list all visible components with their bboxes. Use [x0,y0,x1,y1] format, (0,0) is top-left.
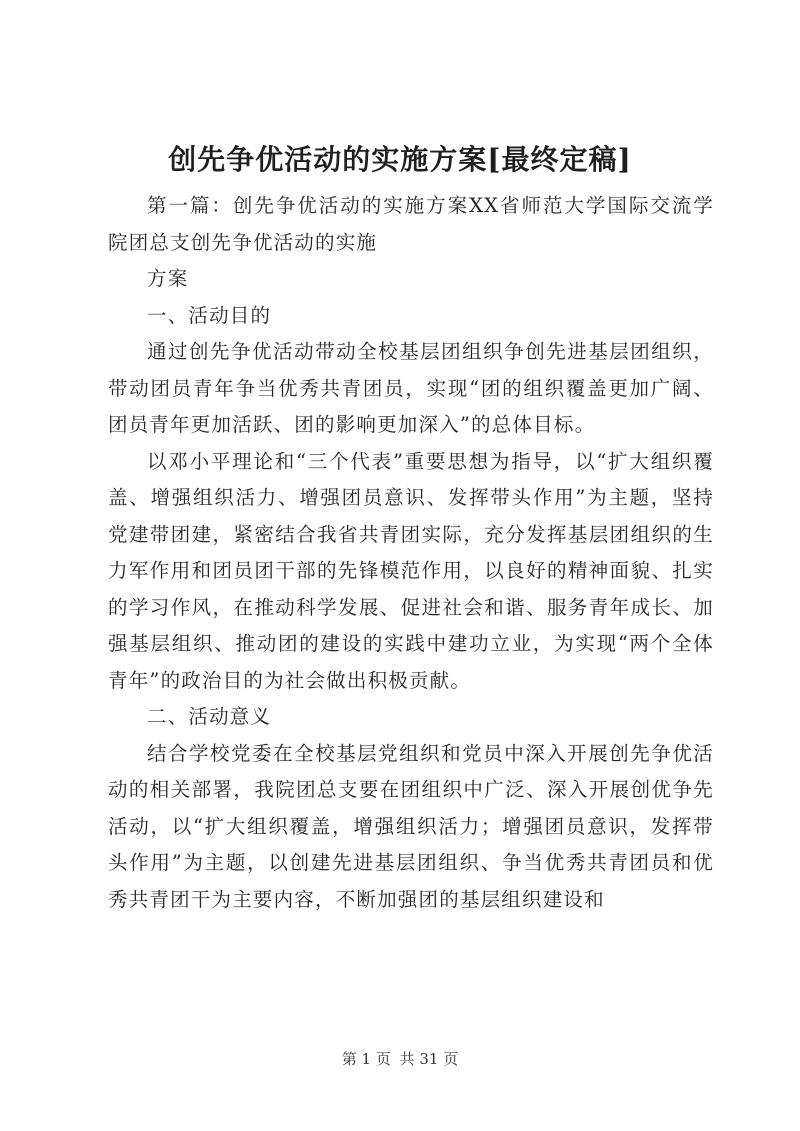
paragraph-purpose: 通过创先争优活动带动全校基层团组织争创先进基层团组织，带动团员青年争当优秀共青团员，实现“团的组织覆盖更加广阔、团员青年更加活跃、团的影响更加深入”的总体目标。 [108,340,714,436]
paragraph-intro: 第一篇：创先争优活动的实施方案XX省师范大学国际交流学院团总支创先争优活动的实施 [108,194,714,254]
paragraph-plan: 方案 [147,267,189,290]
paragraph-significance: 结合学校党委在全校基层党组织和党员中深入开展创先争优活动的相关部署，我院团总支要在团组织中广泛、深入开展创优争先活动，以“扩大组织覆盖，增强组织活力；增强团员意识，发挥带头作用”为主题，以创建先进基层团组织、争当优秀共青团员和优秀共青团干为主要内容，不断加强团的基层组织建设和 [108,741,714,911]
page-footer [0,1048,800,1069]
paragraph-guidance: 以邓小平理论和“三个代表”重要思想为指导，以“扩大组织覆盖、增强组织活力、增强团员意识、发挥带头作用”为主题，坚持党建带团建，紧密结合我省共青团实际，充分发挥基层团组织的生力军作用和团员团干部的先锋模范作用，以良好的精神面貌、扎实的学习作风，在推动科学发展、促进社会和谐、服务青年成长、加强基层组织、推动团的建设的实践中建功立业，为实现“两个全体青年”的政治目的为社会做出积极贡献。 [108,449,714,692]
document-body [108,188,714,918]
page-number: 第 1 页 [341,1050,391,1068]
section-heading-purpose: 一、活动目的 [147,303,272,327]
page-total: 共 31 页 [399,1050,459,1068]
document-title: 创先争优活动的实施方案[最终定稿] [168,143,632,176]
section-heading-significance: 二、活动意义 [147,705,272,728]
